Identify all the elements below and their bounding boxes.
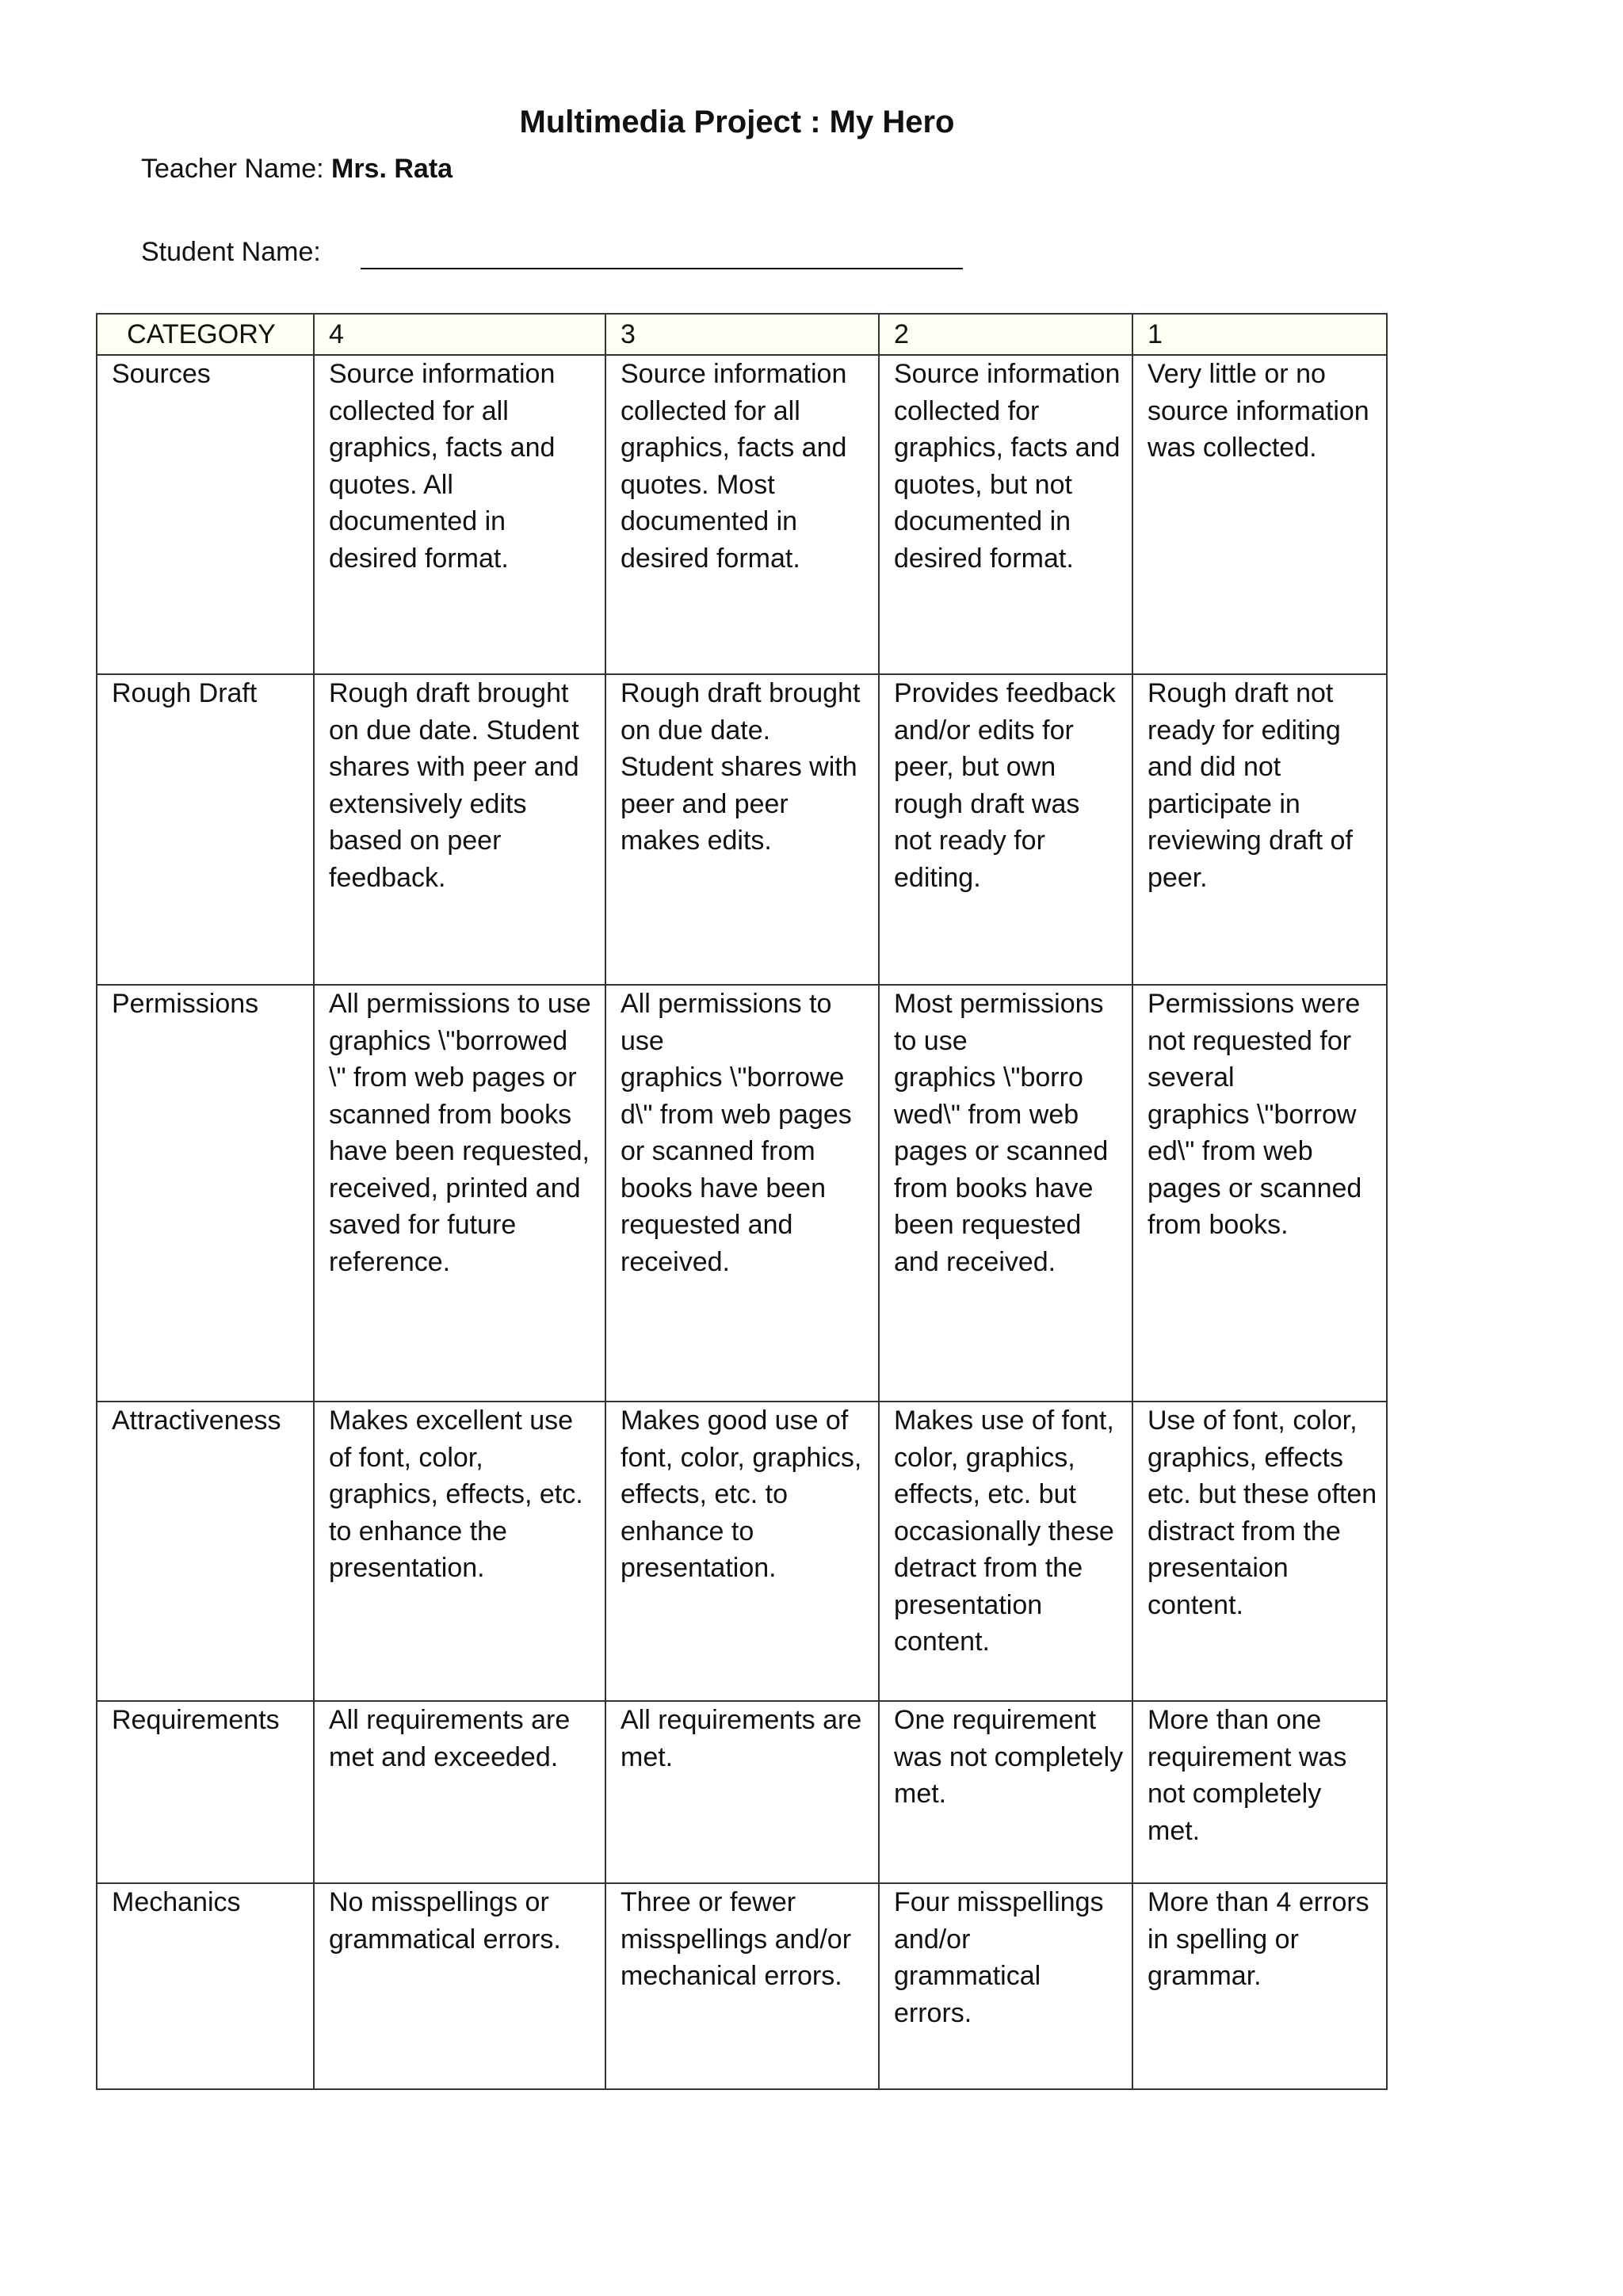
criteria-cell: All requirements are met. (605, 1701, 879, 1883)
criteria-cell: All requirements are met and exceeded. (314, 1701, 605, 1883)
criteria-cell: Source information collected for all graphics, facts and quotes. All documented in desired format. (314, 355, 605, 674)
criteria-cell: Four misspellings and/or grammatical errors. (879, 1883, 1132, 2089)
teacher-name-label: Teacher Name: (141, 154, 324, 184)
teacher-name-line (141, 154, 453, 185)
category-cell: Permissions (97, 985, 314, 1402)
criteria-cell: No misspellings or grammatical errors. (314, 1883, 605, 2089)
category-cell: Mechanics (97, 1883, 314, 2089)
rubric-table (96, 313, 1388, 2090)
criteria-cell: Very little or no source information was collected. (1132, 355, 1387, 674)
criteria-cell: Makes good use of font, color, graphics, effects, etc. to enhance to presentation. (605, 1402, 879, 1701)
table-row (97, 355, 1387, 674)
criteria-cell: Most permissions to use graphics \"borro wed\" from web pages or scanned from books have been requested and received. (879, 985, 1132, 1402)
header-row (97, 314, 1387, 355)
criteria-cell: All permissions to use graphics \"borrowe d\" from web pages or scanned from books have been requested and received. (605, 985, 879, 1402)
criteria-cell: Makes use of font, color, graphics, effects, etc. but occasionally these detract from the presentation content. (879, 1402, 1132, 1701)
criteria-cell: Source information collected for graphics, facts and quotes, but not documented in desired format. (879, 355, 1132, 674)
category-cell: Sources (97, 355, 314, 674)
criteria-cell: More than one requirement was not completely met. (1132, 1701, 1387, 1883)
table-row (97, 1701, 1387, 1883)
category-cell: Requirements (97, 1701, 314, 1883)
header-category: CATEGORY (97, 314, 314, 355)
header-score-4: 4 (314, 314, 605, 355)
table-row (97, 1402, 1387, 1701)
header-score-2: 2 (879, 314, 1132, 355)
table-row (97, 985, 1387, 1402)
criteria-cell: Provides feedback and/or edits for peer, but own rough draft was not ready for editing. (879, 674, 1132, 985)
criteria-cell: Three or fewer misspellings and/or mechanical errors. (605, 1883, 879, 2089)
criteria-cell: Makes excellent use of font, color, graphics, effects, etc. to enhance the presentation. (314, 1402, 605, 1701)
table-row (97, 1883, 1387, 2089)
student-name-blank (361, 268, 963, 269)
category-cell: Rough Draft (97, 674, 314, 985)
criteria-cell: One requirement was not completely met. (879, 1701, 1132, 1883)
criteria-cell: Rough draft brought on due date. Student shares with peer and peer makes edits. (605, 674, 879, 985)
criteria-cell: Rough draft not ready for editing and did not participate in reviewing draft of peer. (1132, 674, 1387, 985)
page-title: Multimedia Project : My Hero (519, 105, 955, 139)
header-score-1: 1 (1132, 314, 1387, 355)
criteria-cell: More than 4 errors in spelling or grammar. (1132, 1883, 1387, 2089)
category-cell: Attractiveness (97, 1402, 314, 1701)
criteria-cell: Use of font, color, graphics, effects etc. but these often distract from the presentaion content. (1132, 1402, 1387, 1701)
criteria-cell: Permissions were not requested for several graphics \"borrow ed\" from web pages or scanned from books. (1132, 985, 1387, 1402)
student-name-label: Student Name: (141, 237, 321, 267)
header-score-3: 3 (605, 314, 879, 355)
table-row (97, 674, 1387, 985)
teacher-name-value: Mrs. Rata (331, 154, 453, 184)
criteria-cell: All permissions to use graphics \"borrowed \" from web pages or scanned from books have been requested, received, printed and saved for future reference. (314, 985, 605, 1402)
criteria-cell: Source information collected for all graphics, facts and quotes. Most documented in desired format. (605, 355, 879, 674)
criteria-cell: Rough draft brought on due date. Student shares with peer and extensively edits based on peer feedback. (314, 674, 605, 985)
